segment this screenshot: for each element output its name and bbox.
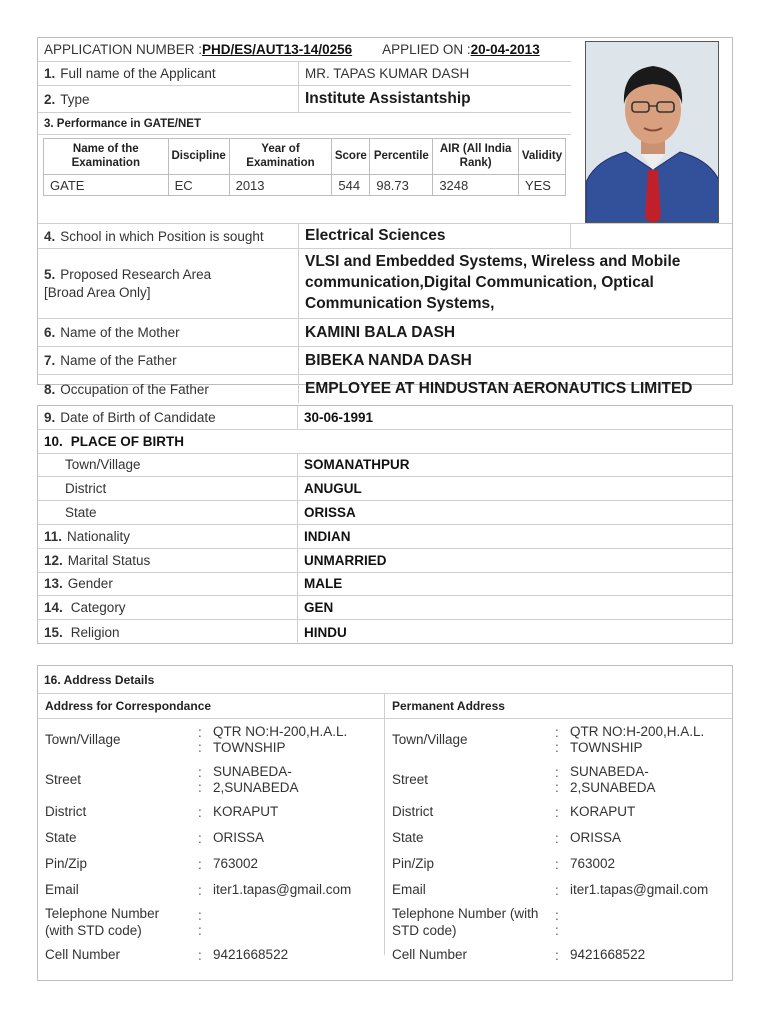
- school-row: [38, 224, 732, 249]
- marital-status-label: [38, 549, 298, 572]
- occupation-label: [38, 375, 299, 403]
- item-number: 6.: [44, 325, 56, 340]
- dob-value: 30-06-1991: [304, 409, 374, 425]
- marital-status-row: [38, 549, 732, 573]
- application-number-label: APPLICATION NUMBER :: [44, 42, 203, 57]
- corr-cell-row: [38, 943, 384, 967]
- performance-title: 3. Performance in GATE/NET: [44, 117, 201, 130]
- label-text: Date of Birth of Candidate: [60, 409, 216, 425]
- dob-row: [38, 406, 732, 430]
- col-discipline: Discipline: [168, 139, 229, 175]
- col-year: Year of Examination: [229, 139, 332, 175]
- corr-street-value: SUNABEDA-2,SUNABEDA: [213, 763, 299, 795]
- birth-district-value: ANUGUL: [304, 481, 362, 497]
- place-of-birth-heading: [38, 430, 190, 453]
- colon: [555, 725, 570, 755]
- item-number: 7.: [44, 353, 56, 368]
- occupation-value: EMPLOYEE AT HINDUSTAN AERONAUTICS LIMITED: [305, 380, 693, 397]
- label-text: PLACE OF BIRTH: [70, 433, 185, 449]
- perm-pin-label: Pin/Zip: [392, 855, 435, 871]
- applied-on-label: APPLIED ON :: [382, 42, 471, 57]
- corr-phone-row: [38, 903, 384, 943]
- colon: [555, 765, 570, 795]
- perm-pin-value: 763002: [570, 855, 616, 871]
- perm-phone-row: [385, 903, 732, 943]
- performance-table: [43, 138, 566, 196]
- colon-text: :: [198, 923, 202, 938]
- category-label: [38, 596, 298, 619]
- corr-street-row: [38, 761, 384, 799]
- full-name-label: [38, 62, 299, 85]
- perm-town-label: Town/Village: [392, 731, 468, 747]
- birth-district-label: District: [38, 477, 298, 500]
- cell-exam-name: GATE: [44, 175, 169, 196]
- cell-percentile: 98.73: [370, 175, 433, 196]
- application-number: PHD/ES/AUT13-14/0256: [202, 42, 353, 57]
- corr-cell-label: Cell Number: [45, 946, 121, 962]
- item-number: 13.: [44, 576, 63, 592]
- perm-district-row: [385, 799, 732, 825]
- father-row: [38, 347, 732, 375]
- birth-state-row: [38, 501, 732, 525]
- corr-district-value: KORAPUT: [213, 803, 279, 819]
- colon: :: [198, 856, 202, 872]
- colon-text: :: [555, 780, 559, 795]
- corr-cell-value: 9421668522: [213, 946, 289, 962]
- birth-town-value: SOMANATHPUR: [304, 457, 410, 473]
- colon: [198, 765, 213, 795]
- full-name-row: [38, 62, 571, 86]
- colon: [198, 908, 213, 938]
- birth-district-row: [38, 477, 732, 501]
- perm-cell-label: Cell Number: [392, 946, 468, 962]
- perm-email-label: Email: [392, 881, 426, 897]
- dob-label: [38, 406, 298, 429]
- colon: [555, 908, 570, 938]
- type-value: Institute Assistantship: [305, 90, 471, 107]
- correspondence-address-title: Address for Correspondance: [38, 694, 384, 719]
- correspondence-address: [38, 694, 385, 963]
- birth-state-label: State: [38, 501, 298, 524]
- label-text: Category: [70, 600, 126, 616]
- cell-air: 3248: [433, 175, 519, 196]
- applied-on-date: 20-04-2013: [470, 42, 540, 57]
- religion-value: HINDU: [304, 624, 347, 640]
- label-text: Religion: [70, 624, 120, 640]
- mother-row: [38, 319, 732, 347]
- colon: :: [198, 947, 202, 963]
- corr-state-row: [38, 825, 384, 851]
- perm-cell-value: 9421668522: [570, 946, 646, 962]
- perm-town-value: QTR NO:H-200,H.A.L. TOWNSHIP: [570, 723, 705, 755]
- item-number: 14.: [44, 600, 63, 616]
- colon-text: :: [198, 740, 202, 755]
- perm-state-row: [385, 825, 732, 851]
- gender-value: MALE: [304, 576, 343, 592]
- colon-text: :: [555, 923, 559, 938]
- mother-label: [38, 319, 299, 346]
- nationality-label: [38, 525, 298, 548]
- colon: :: [198, 882, 202, 898]
- applicant-details-column: [38, 38, 571, 201]
- label-text: Marital Status: [67, 552, 151, 568]
- label-text: Gender: [67, 576, 113, 592]
- item-number: 2.: [44, 91, 56, 107]
- perm-pin-row: [385, 851, 732, 877]
- father-value: BIBEKA NANDA DASH: [305, 351, 472, 369]
- colon: :: [198, 830, 202, 846]
- permanent-address-title: Permanent Address: [385, 694, 732, 719]
- label-subtext: [Broad Area Only]: [44, 284, 151, 300]
- colon-text: :: [198, 725, 202, 740]
- colon: :: [198, 804, 202, 820]
- research-area-row: [38, 249, 732, 319]
- colon-text: :: [555, 908, 559, 923]
- colon: [198, 725, 213, 755]
- colon: :: [555, 882, 559, 898]
- item-number: 10.: [44, 433, 63, 449]
- label-text: Nationality: [67, 528, 131, 544]
- corr-pin-row: [38, 851, 384, 877]
- item-number: 5.: [44, 266, 56, 282]
- colon-text: :: [198, 780, 202, 795]
- table-row: [44, 175, 566, 196]
- nationality-row: [38, 525, 732, 549]
- colon: :: [555, 830, 559, 846]
- research-area-value: VLSI and Embedded Systems, Wireless and Mobile communication,Digital Communication, Optical Communication Systems,: [305, 253, 681, 312]
- perm-street-label: Street: [392, 771, 429, 787]
- corr-state-label: State: [45, 829, 77, 845]
- perm-district-label: District: [392, 803, 434, 819]
- col-validity: Validity: [518, 139, 565, 175]
- corr-town-value: QTR NO:H-200,H.A.L. TOWNSHIP: [213, 723, 348, 755]
- label-text: Name of the Father: [60, 353, 177, 368]
- occupation-row: [38, 375, 732, 403]
- address-details-section: [37, 665, 733, 981]
- category-value: GEN: [304, 600, 334, 616]
- research-area-label: [38, 249, 299, 318]
- applicant-photo: [585, 41, 719, 223]
- corr-email-label: Email: [45, 881, 79, 897]
- address-columns: [38, 694, 732, 963]
- cell-discipline: EC: [168, 175, 229, 196]
- perm-street-row: [385, 761, 732, 799]
- corr-town-label: Town/Village: [45, 731, 121, 747]
- colon: :: [555, 947, 559, 963]
- item-number: 11.: [44, 528, 63, 544]
- applicant-details-section: [37, 37, 733, 397]
- birth-town-row: [38, 454, 732, 478]
- item-number: 8.: [44, 381, 56, 397]
- label-text: Type: [60, 91, 90, 107]
- col-percentile: Percentile: [370, 139, 433, 175]
- label-text: Proposed Research Area: [60, 266, 212, 282]
- category-row: [38, 596, 732, 620]
- item-number: 9.: [44, 409, 56, 425]
- permanent-address: [385, 694, 732, 963]
- corr-phone-label: Telephone Number (with STD code): [45, 906, 160, 938]
- performance-header-row: [44, 139, 566, 175]
- item-number: 1.: [44, 66, 56, 81]
- colon-text: :: [198, 765, 202, 780]
- corr-pin-label: Pin/Zip: [45, 855, 88, 871]
- type-row: [38, 86, 571, 113]
- colon: :: [555, 804, 559, 820]
- gender-row: [38, 573, 732, 597]
- cell-year: 2013: [229, 175, 332, 196]
- col-air: AIR (All India Rank): [433, 139, 519, 175]
- perm-district-value: KORAPUT: [570, 803, 636, 819]
- colon-text: :: [555, 725, 559, 740]
- cell-score: 544: [332, 175, 370, 196]
- application-header: [38, 38, 571, 61]
- corr-town-row: [38, 719, 384, 761]
- colon-text: :: [555, 740, 559, 755]
- corr-district-row: [38, 799, 384, 825]
- performance-title-row: [38, 113, 571, 135]
- col-exam-name: Name of the Examination: [44, 139, 169, 175]
- perm-phone-label: Telephone Number (with STD code): [392, 906, 539, 938]
- label-text: School in which Position is sought: [60, 228, 264, 244]
- item-number: 4.: [44, 228, 56, 244]
- address-details-title: 16. Address Details: [44, 672, 155, 687]
- applicant-photo-image: [586, 42, 719, 223]
- place-of-birth-row: [38, 430, 732, 454]
- religion-row: [38, 620, 732, 644]
- corr-email-value: iter1.tapas@gmail.com: [213, 881, 352, 897]
- mother-value: KAMINI BALA DASH: [305, 323, 456, 341]
- father-label: [38, 347, 299, 374]
- nationality-value: INDIAN: [304, 528, 351, 544]
- corr-pin-value: 763002: [213, 855, 259, 871]
- colon-text: :: [555, 765, 559, 780]
- address-details-title-row: [38, 666, 732, 694]
- col-score: Score: [332, 139, 370, 175]
- section1-lower: [38, 223, 732, 403]
- corr-district-label: District: [45, 803, 87, 819]
- perm-state-value: ORISSA: [570, 829, 622, 845]
- corr-email-row: [38, 877, 384, 903]
- perm-email-value: iter1.tapas@gmail.com: [570, 881, 709, 897]
- religion-label: [38, 620, 298, 644]
- label-text: Occupation of the Father: [60, 381, 209, 397]
- gender-label: [38, 573, 298, 596]
- personal-details-section: [37, 405, 733, 644]
- birth-town-label: Town/Village: [38, 454, 298, 477]
- colon: :: [555, 856, 559, 872]
- item-number: 15.: [44, 624, 63, 640]
- full-name-value: MR. TAPAS KUMAR DASH: [305, 66, 470, 81]
- school-label: [38, 224, 299, 248]
- perm-state-label: State: [392, 829, 424, 845]
- cell-validity: YES: [518, 175, 565, 196]
- birth-state-value: ORISSA: [304, 505, 356, 521]
- perm-cell-row: [385, 943, 732, 967]
- label-text: Name of the Mother: [60, 325, 180, 340]
- perm-street-value: SUNABEDA-2,SUNABEDA: [570, 763, 656, 795]
- perm-email-row: [385, 877, 732, 903]
- marital-status-value: UNMARRIED: [304, 552, 387, 568]
- perm-town-row: [385, 719, 732, 761]
- item-number: 12.: [44, 552, 63, 568]
- label-text: Full name of the Applicant: [60, 66, 216, 81]
- performance-table-row: [38, 135, 571, 201]
- corr-street-label: Street: [45, 771, 82, 787]
- colon-text: :: [198, 908, 202, 923]
- type-label: [38, 86, 299, 112]
- corr-state-value: ORISSA: [213, 829, 265, 845]
- application-header-row: [38, 38, 571, 62]
- school-value: Electrical Sciences: [299, 224, 571, 248]
